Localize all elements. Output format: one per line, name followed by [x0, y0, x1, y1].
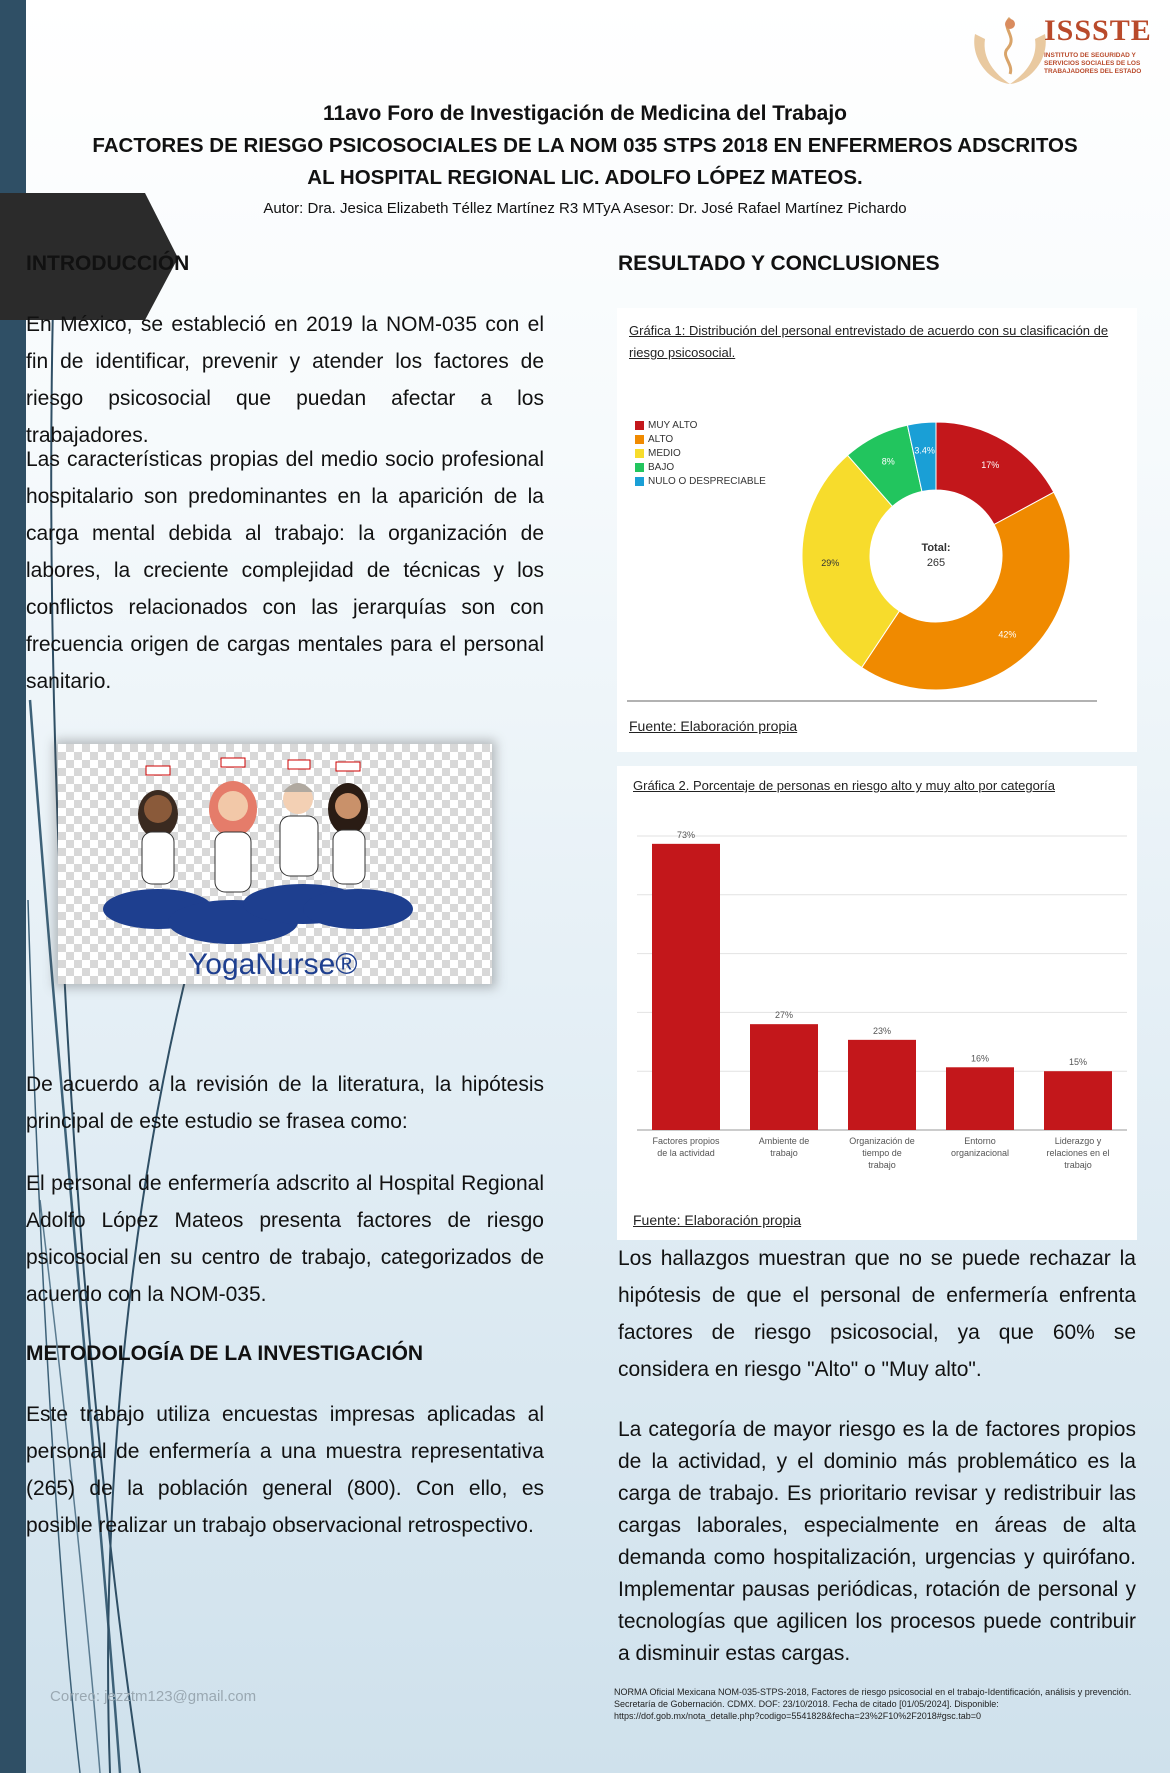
logo-subtitle: INSTITUTO DE SEGURIDAD Y SERVICIOS SOCIALES DE LOS TRABAJADORES DEL ESTADO	[1044, 52, 1142, 75]
category-tick-label: Ambiente de trabajo	[758, 1136, 810, 1158]
donut-data-label: 3.4%	[914, 445, 935, 456]
legend-label: NULO O DESPRECIABLE	[648, 476, 766, 487]
bar-2	[750, 1024, 818, 1130]
intro-heading: INTRODUCCIÓN	[26, 252, 190, 275]
chart2-title: Gráfica 2. Porcentaje de personas en riesgo alto y muy alto por categoría	[633, 778, 1056, 793]
donut-data-label: 17%	[981, 459, 1000, 470]
yoga-nurse-image	[58, 744, 492, 984]
bar-5	[1044, 1071, 1112, 1130]
chart1-title: Gráfica 1: Distribución del personal entrevistado de acuerdo con su clasificación de riesgo psicosocial.	[629, 323, 1109, 360]
bar-data-label: 73%	[676, 829, 696, 840]
category-tick-label: Entorno organizacional	[950, 1136, 1010, 1158]
bar-3	[848, 1040, 916, 1130]
bar-data-label: 27%	[774, 1010, 794, 1021]
intro-paragraph-1: En México, se estableció en 2019 la NOM-035 con el fin de identificar, prevenir y atender los factores de riesgo psicosocial que puedan afectar a los trabajadores.	[26, 313, 544, 447]
meditating-nurses-illustration-icon	[58, 744, 492, 984]
bar-data-label: 15%	[1068, 1057, 1088, 1068]
results-heading: RESULTADO Y CONCLUSIONES	[618, 252, 940, 275]
poster-title-line2: AL HOSPITAL REGIONAL LIC. ADOLFO LÓPEZ MATEOS.	[307, 166, 863, 189]
donut-total-label: Total:	[921, 542, 951, 554]
bar-chart	[617, 766, 1137, 1196]
yoganurse-brand-text: YogaNurse®	[188, 948, 358, 981]
donut-data-label: 29%	[821, 558, 840, 569]
contact-email: Correo: jezztm123@gmail.com	[50, 1688, 257, 1705]
methodology-heading: METODOLOGÍA DE LA INVESTIGACIÓN	[26, 1342, 424, 1365]
donut-data-label: 8%	[881, 456, 895, 467]
donut-chart	[617, 308, 1137, 752]
bar-4	[946, 1067, 1014, 1130]
category-tick-label: Organización de tiempo de trabajo	[849, 1136, 915, 1170]
results-paragraph-1: Los hallazgos muestran que no se puede rechazar la hipótesis de que el personal de enfermería enfrenta factores de riesgo psicosocial, ya que 60% se considera en riesgo "Alto" o "Muy alto".	[618, 1247, 1136, 1381]
chart2-source: Fuente: Elaboración propia	[633, 1212, 802, 1228]
category-tick-label: Liderazgo y relaciones en el trabajo	[1046, 1136, 1110, 1170]
event-title: 11avo Foro de Investigación de Medicina del Trabajo	[323, 102, 847, 125]
legend-label: MEDIO	[648, 448, 681, 459]
bar-1	[652, 844, 720, 1130]
donut-slice-2	[862, 492, 1070, 690]
category-tick-label: Factores propios de la actividad	[652, 1136, 720, 1158]
poster-title-line1: FACTORES DE RIESGO PSICOSOCIALES DE LA NOM 035 STPS 2018 EN ENFERMEROS ADSCRITOS	[92, 134, 1078, 157]
chart2-card	[617, 766, 1137, 1240]
legend-label: BAJO	[648, 462, 675, 473]
bar-data-label: 23%	[872, 1025, 892, 1036]
donut-data-label: 42%	[998, 629, 1017, 640]
legend-label: ALTO	[648, 434, 674, 445]
legend-label: MUY ALTO	[648, 420, 698, 431]
donut-total-value: 265	[926, 557, 946, 569]
hypothesis-paragraph: El personal de enfermería adscrito al Hospital Regional Adolfo López Mateos presenta factores de riesgo psicosocial en su centro de trabajo, categorizados de acuerdo con la NOM-035.	[26, 1172, 544, 1306]
methodology-paragraph: Este trabajo utiliza encuestas impresas aplicadas al personal de enfermería a una muestra representativa (265) de la población general (800). Con ello, es posible realizar un trabajo observacional retrospectivo.	[26, 1403, 544, 1537]
results-paragraph-2: La categoría de mayor riesgo es la de factores propios de la actividad, y el dominio más problemático es la carga de trabajo. Es prioritario revisar y redistribuir las cargas laborales, especialmente en áreas de alta demanda como hospitalización, urgencias y quirófano. Implementar pausas periódicas, rotación de personal y tecnologías que agilicen los procesos puede contribuir a disminuir estas cargas.	[618, 1418, 1136, 1665]
authors-line: Autor: Dra. Jesica Elizabeth Téllez Martínez R3 MTyA Asesor: Dr. José Rafael Martínez Pichardo	[263, 200, 907, 217]
intro-paragraph-2: Las características propias del medio socio profesional hospitalario son predominantes en la aparición de la carga mental debida al trabajo: la organización de labores, la creciente complejidad de técnicas y los conflictos relacionados con las jerarquías son con frecuencia origen de cargas mentales para el personal sanitario.	[26, 448, 544, 693]
chart1-source: Fuente: Elaboración propia	[629, 718, 798, 734]
bar-data-label: 16%	[970, 1053, 990, 1064]
intro-paragraph-3: De acuerdo a la revisión de la literatura, la hipótesis principal de este estudio se frasea como:	[26, 1073, 544, 1133]
chart1-card	[617, 308, 1137, 752]
logo-name: ISSSTE	[1044, 14, 1152, 47]
reference-text: NORMA Oficial Mexicana NOM-035-STPS-2018, Factores de riesgo psicosocial en el trabajo-Identificación, análisis y prevención. Secretaría de Gobernación. CDMX. DOF: 23/10/2018. Fecha de citado [01/05/2024]. Disponible: https://dof.gob.mx/nota_detalle.php?codigo=5541828&fecha=23%2F10%2F2018#gsc.tab=0	[614, 1687, 1132, 1721]
